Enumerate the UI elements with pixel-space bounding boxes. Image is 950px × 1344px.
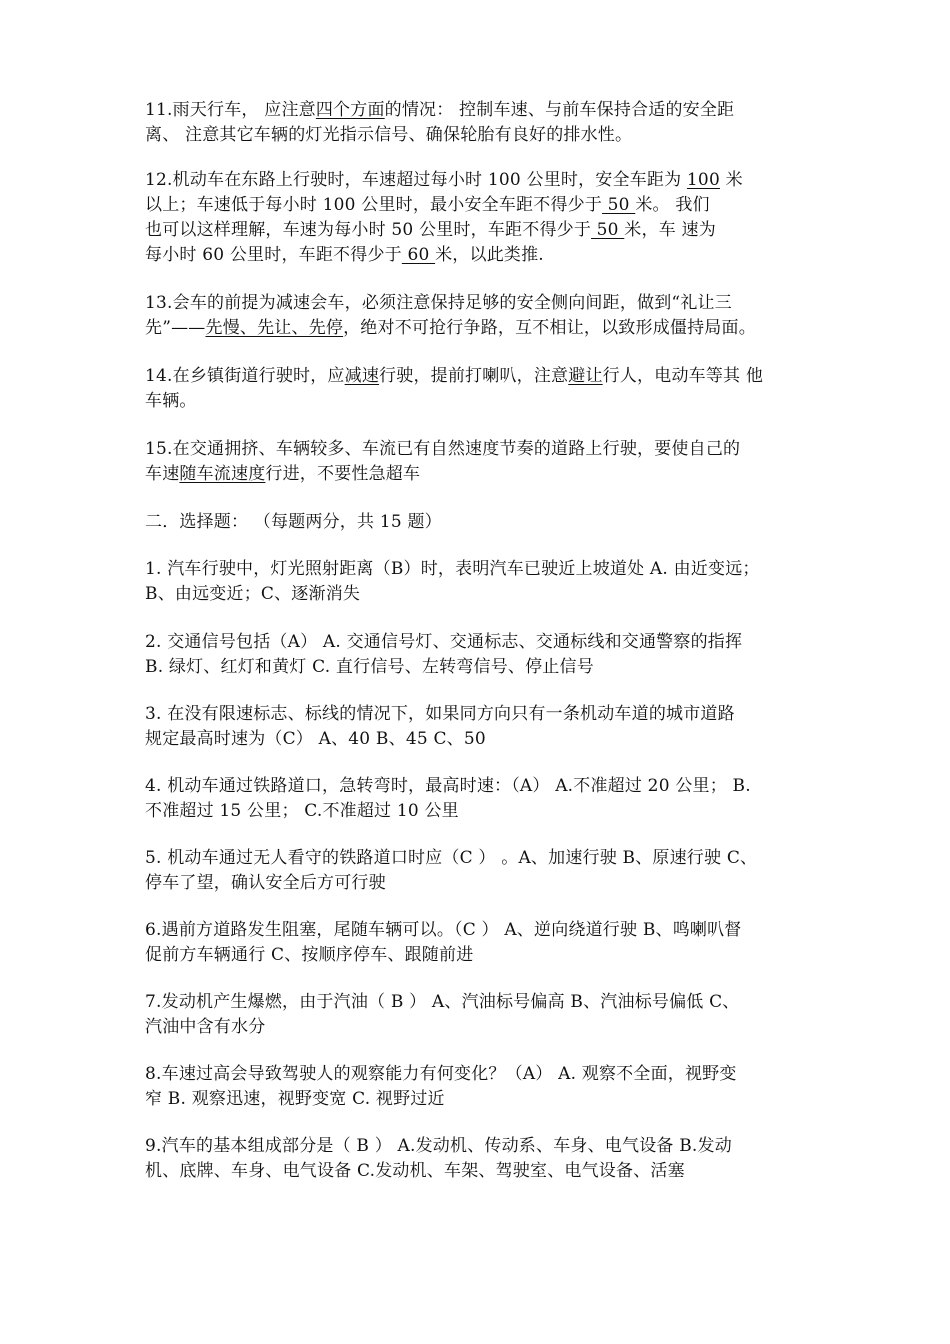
question-line: 13.会车的前提为减速会车，必须注意保持足够的安全侧向间距，做到“礼让三 (145, 293, 732, 313)
fill-question-11 (145, 98, 810, 148)
choice-question-1 (145, 557, 810, 607)
fill-question-13 (145, 291, 810, 341)
question-line (145, 243, 839, 268)
answer-underlined: 避让 (568, 366, 603, 386)
question-line: 4. 机动车通过铁路道口，急转弯时，最高时速：（A） A.不准超过 20 公里； B. (145, 776, 751, 796)
question-line (145, 462, 810, 487)
question-line (145, 316, 810, 341)
question-line: 2. 交通信号包括（A） A. 交通信号灯、交通标志、交通标线和交通警察的指挥 (145, 632, 743, 652)
fill-question-12 (145, 168, 839, 268)
question-line: 离、 注意其它车辆的灯光指示信号、确保轮胎有良好的排水性。 (145, 125, 633, 145)
text: 行人，电动车等其 他 (602, 366, 764, 386)
text: 米 (719, 170, 743, 190)
text: 先”—— (145, 318, 206, 338)
heading-text: 二．选择题： （每题两分，共 15 题） (145, 512, 442, 532)
question-line: 促前方车辆通行 C、按顺序停车、跟随前进 (145, 945, 474, 965)
text: 每小时 60 公里时，车距不得少于 (145, 245, 402, 265)
question-line: 停车了望，确认安全后方可行驶 (145, 873, 386, 893)
choice-question-7 (145, 990, 810, 1040)
choice-question-8 (145, 1062, 810, 1112)
question-line (145, 193, 839, 218)
text: 米，以此类推. (435, 245, 544, 265)
text: 的情况： 控制车速、与前车保持合适的安全距 (384, 100, 735, 120)
question-line (145, 218, 839, 243)
question-line: 5. 机动车通过无人看守的铁路道口时应（C ） 。A、加速行驶 B、原速行驶 C、 (145, 848, 758, 868)
text: 行进，不要性急超车 (265, 464, 421, 484)
answer-underlined: 50 (602, 195, 636, 215)
question-line: 不准超过 15 公里； C.不准超过 10 公里 (145, 801, 459, 821)
answer-underlined: 60 (401, 245, 436, 265)
fill-question-15 (145, 437, 810, 487)
answer-underlined: 50 (591, 220, 625, 240)
fill-question-14 (145, 364, 810, 414)
question-line: 6.遇前方道路发生阻塞，尾随车辆可以。（C ） A、逆向绕道行驶 B、鸣喇叭督 (145, 920, 742, 940)
text: 12.机动车在东路上行驶时，车速超过每小时 100 公里时，安全车距为 (145, 170, 687, 190)
text: 行驶，提前打喇叭，注意 (379, 366, 569, 386)
answer-underlined: 随车流速度 (179, 464, 266, 484)
answer-underlined: 减速 (344, 366, 380, 386)
choice-question-6 (145, 918, 810, 968)
question-line: 3. 在没有限速标志、标线的情况下，如果同方向只有一条机动车道的城市道路 (145, 704, 735, 724)
text: ，绝对不可抢行争路，互不相让，以致形成僵持局面。 (343, 318, 756, 338)
text: 以上；车速低于每小时 100 公里时，最小安全车距不得少于 (145, 195, 603, 215)
choice-question-5 (145, 846, 810, 896)
text: 11.雨天行车， 应注意 (145, 100, 316, 120)
question-line (145, 98, 810, 123)
question-line: 15.在交通拥挤、车辆较多、车流已有自然速度节奏的道路上行驶，要使自己的 (145, 439, 741, 459)
question-line: 窄 B. 观察迅速，视野变宽 C. 视野过近 (145, 1089, 445, 1109)
question-line: 8.车速过高会导致驾驶人的观察能力有何变化？（A） A. 观察不全面，视野变 (145, 1064, 737, 1084)
choice-question-4 (145, 774, 810, 824)
text: 也可以这样理解，车速为每小时 50 公里时，车距不得少于 (145, 220, 592, 240)
question-line: 7.发动机产生爆燃，由于汽油（ B ） A、汽油标号偏高 B、汽油标号偏低 C、 (145, 992, 740, 1012)
text: 米。 我们 (635, 195, 710, 215)
question-line: 规定最高时速为（C） A、40 B、45 C、50 (145, 729, 486, 749)
question-line: 车辆。 (145, 391, 197, 411)
answer-underlined: 100 (686, 170, 720, 190)
answer-underlined: 先慢、先让、先停 (205, 318, 344, 338)
question-line: B. 绿灯、红灯和黄灯 C. 直行信号、左转弯信号、停止信号 (145, 657, 594, 677)
question-line: B、由远变近；C、逐渐消失 (145, 584, 361, 604)
answer-underlined: 四个方面 (315, 100, 385, 120)
question-line (145, 364, 810, 389)
choice-question-2 (145, 630, 810, 680)
question-line: 1. 汽车行驶中，灯光照射距离（B）时，表明汽车已驶近上坡道处 A. 由近变远； (145, 559, 760, 579)
question-line: 9.汽车的基本组成部分是（ B ） A.发动机、传动系、车身、电气设备 B.发动 (145, 1136, 732, 1156)
question-line: 机、底牌、车身、电气设备 C.发动机、车架、驾驶室、电气设备、活塞 (145, 1161, 685, 1181)
choice-question-3 (145, 702, 810, 752)
question-line: 汽油中含有水分 (145, 1017, 266, 1037)
text: 14.在乡镇街道行驶时，应 (145, 366, 345, 386)
section-heading (145, 510, 810, 535)
choice-question-9 (145, 1134, 810, 1184)
text: 车速 (145, 464, 180, 484)
question-line (145, 168, 839, 193)
text: 米，车 速为 (624, 220, 716, 240)
